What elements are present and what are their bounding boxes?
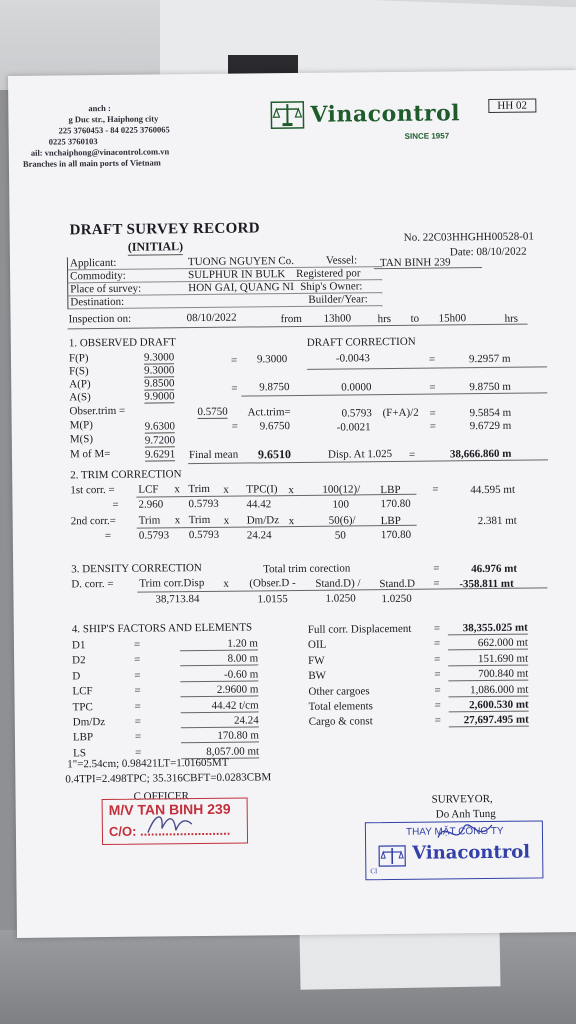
to-label: to — [410, 312, 420, 325]
builder-label: Builder/Year: — [308, 293, 368, 306]
section3-heading: 3. DENSITY CORRECTION — [71, 561, 202, 576]
equals-sign: = — [429, 420, 436, 433]
result-fa2: 9.5854 m — [469, 406, 512, 420]
second-corr-label: 2nd corr.= — [70, 514, 117, 528]
final-mean-value: 9.6510 — [257, 447, 292, 462]
equals-sign: = — [434, 653, 441, 666]
element-label: BW — [308, 669, 327, 683]
term-label: 50(6)/ — [328, 514, 356, 527]
document-number: No. 22C03HHGHH00528-01 — [403, 230, 534, 244]
element-value: 2,600.530 mt — [449, 699, 529, 713]
element-value: 27,697.495 mt — [449, 714, 529, 728]
fp-value: 9.3000 — [143, 351, 175, 364]
factor-value: 8,057.00 mt — [181, 745, 259, 759]
equals-sign: = — [134, 731, 142, 744]
factor-value: 44.42 t/cm — [181, 699, 259, 713]
branch-line: Branches in all main ports of Vietnam — [22, 157, 161, 169]
term-value: 170.80 — [380, 497, 411, 511]
operator: x — [223, 483, 229, 496]
operator: x — [174, 483, 180, 496]
operator: x — [288, 484, 294, 497]
vinacontrol-logo — [270, 99, 460, 129]
a-mean-value: 9.8750 — [259, 381, 290, 394]
obser-trim-label: Obser.trim = — [69, 404, 126, 418]
ship-stamp-name: M/V TAN BINH 239 — [108, 800, 231, 818]
term-label: 100(12)/ — [322, 483, 361, 496]
equals-sign: = — [230, 354, 238, 367]
equals-sign: = — [429, 407, 436, 420]
equals-sign: = — [135, 746, 142, 759]
term-label: TPC(I) — [246, 483, 278, 496]
result-a: 9.8750 m — [469, 380, 511, 394]
branch-line: 0225 3760103 — [48, 136, 98, 147]
mp-value: 9.6300 — [144, 420, 175, 433]
applicant-label: Applicant: — [69, 256, 117, 270]
inspection-label: Inspection on: — [68, 312, 132, 326]
officer-signature — [146, 808, 196, 839]
equals-sign: = — [104, 529, 112, 543]
element-label: Full corr. Displacement — [307, 622, 412, 636]
factor-value: 1.20 m — [180, 637, 258, 651]
equals-sign: = — [112, 498, 119, 511]
equals-sign: = — [434, 714, 442, 727]
section1-heading: 1. OBSERVED DRAFT — [68, 336, 176, 350]
operator: x — [223, 514, 230, 527]
m-of-m-value: 9.6291 — [144, 448, 176, 461]
surveyor-name: Do Anh Tung — [435, 807, 496, 821]
commodity-label: Commodity: — [70, 269, 126, 283]
equals-sign: = — [231, 420, 238, 433]
factor-label: LBP — [72, 731, 94, 744]
dc-f-value: -0.0043 — [335, 352, 370, 365]
branch-line: 225 3760453 - 84 0225 3760065 — [58, 124, 170, 136]
to-time: 15h00 — [438, 312, 467, 325]
from-label: from — [280, 312, 303, 326]
factor-label: TPC — [72, 700, 93, 713]
equals-sign: = — [231, 382, 238, 395]
formula-term: Trim corr.Disp — [139, 576, 205, 590]
m-mean-value: 9.6750 — [259, 420, 290, 433]
document-title: DRAFT SURVEY RECORD — [69, 220, 260, 239]
equals-sign: = — [428, 353, 436, 366]
from-time: 13h00 — [323, 312, 352, 325]
row-underline — [307, 366, 547, 370]
document-page — [8, 70, 576, 938]
element-value: 38,355.025 mt — [448, 622, 528, 636]
logo-text: Vinacontrol — [310, 100, 461, 128]
inspection-date: 08/10/2022 — [186, 311, 237, 325]
factor-value: 170.80 m — [181, 730, 259, 744]
ship-stamp-co: C/O: ......................... — [108, 822, 231, 839]
element-value: 151.690 mt — [448, 652, 528, 666]
document-subtitle: (INITIAL) — [127, 239, 184, 254]
company-stamp-logo: Vinacontrol — [412, 841, 531, 864]
info-table — [67, 254, 383, 309]
equals-sign: = — [133, 638, 141, 651]
formula-value: 1.0155 — [257, 593, 288, 606]
scales-icon — [378, 845, 406, 867]
officer-label: C.OFFICER — [133, 790, 189, 803]
company-stamp-small: CI — [370, 867, 378, 876]
total-trim-label: Total trim corection — [263, 562, 351, 576]
term-label: LBP — [380, 514, 401, 528]
equals-sign: = — [134, 669, 141, 682]
surveyor-signature — [436, 817, 496, 848]
element-value: 1,086.000 mt — [448, 683, 528, 697]
branch-line: anch : — [88, 102, 111, 114]
element-value: 700.840 mt — [448, 668, 528, 682]
applicant-value: TUONG NGUYEN Co. — [187, 255, 295, 269]
section4-heading: 4. SHIP'S FACTORS AND ELEMENTS — [71, 621, 253, 636]
formula-value: 38,713.84 — [155, 593, 200, 606]
surveyor-label: SURVEYOR, — [431, 792, 493, 806]
factor-value: 24.24 — [181, 714, 259, 728]
fp-label: F(P) — [68, 352, 89, 365]
factor-value: -0.60 m — [180, 668, 258, 682]
factor-label: D — [72, 670, 81, 683]
d-corr-label: D. corr. = — [71, 577, 114, 591]
dc-a-value: 0.0000 — [341, 381, 372, 394]
result-f: 9.2957 m — [468, 352, 511, 366]
first-corr-label: 1st corr. = — [70, 483, 115, 497]
section2-heading: 2. TRIM CORRECTION — [70, 468, 182, 482]
equals-sign: = — [434, 699, 441, 712]
total-trim-value: 46.976 mt — [471, 562, 518, 576]
element-label: Other cargoes — [308, 684, 370, 698]
factor-label: LCF — [72, 685, 93, 698]
term-value: 24.24 — [246, 529, 272, 542]
vessel-label: Vessel: — [325, 254, 358, 267]
operator: x — [223, 577, 229, 590]
vessel-value: TAN BINH 239 — [379, 256, 451, 270]
first-corr-result: 44.595 mt — [470, 483, 516, 497]
factor-label: D1 — [71, 639, 86, 652]
term-value: 170.80 — [380, 528, 412, 542]
info-row-destination — [68, 293, 382, 309]
term-label: LCF — [138, 483, 159, 496]
scales-icon — [270, 101, 304, 129]
operator: x — [288, 515, 295, 528]
term-value: 0.5793 — [188, 528, 220, 542]
as-label: A(S) — [69, 391, 91, 404]
mp-label: M(P) — [69, 419, 93, 432]
place-label: Place of survey: — [70, 282, 142, 296]
equals-sign: = — [408, 448, 416, 461]
place-value: HON GAI, QUANG NI — [188, 281, 295, 295]
formula-value: 1.0250 — [381, 592, 412, 606]
term-value: 2.960 — [138, 498, 164, 511]
term-value: 44.42 — [246, 498, 272, 511]
final-mean-label: Final mean — [188, 448, 239, 462]
form-code: HH 02 — [488, 98, 536, 112]
company-stamp-caption: THAY MẶT CÔNG TY — [405, 825, 504, 838]
factor-label: D2 — [72, 654, 86, 667]
vessel-underline — [374, 267, 482, 269]
m-of-m-label: M of M= — [69, 447, 111, 461]
equals-sign: = — [433, 562, 440, 575]
formula-term: (Obser.D - — [249, 577, 296, 590]
owner-label: Ship's Owner: — [300, 280, 363, 293]
equals-sign: = — [432, 483, 439, 496]
term-value: 50 — [334, 529, 346, 542]
factor-label: LS — [73, 747, 87, 760]
element-value: 662.000 mt — [448, 637, 528, 651]
destination-label: Destination: — [70, 295, 125, 309]
equals-sign: = — [134, 684, 141, 697]
act-trim-value: 0.5793 — [341, 407, 372, 420]
hrs-label: hrs — [504, 312, 519, 325]
hrs-label: hrs — [377, 313, 392, 326]
equals-sign: = — [134, 654, 141, 667]
term-value: 0.5793 — [188, 497, 219, 511]
equals-sign: = — [134, 715, 142, 728]
branch-address — [8, 102, 170, 170]
displacement-value: 38,666.860 m — [449, 447, 512, 461]
conversion-note-1: 1"=2.54cm; 0.98421LT=1.01605MT — [67, 756, 229, 771]
equals-sign: = — [134, 700, 141, 713]
dc-m-value: -0.0021 — [336, 421, 371, 434]
fs-value: 9.3000 — [144, 364, 175, 377]
background-sheet-bottom — [299, 926, 500, 989]
element-label: Total elements — [308, 700, 373, 713]
term-label: LBP — [380, 483, 401, 497]
equals-sign: = — [434, 668, 441, 681]
draft-correction-heading: DRAFT CORRECTION — [306, 335, 416, 349]
term-label: Trim — [188, 482, 211, 496]
f-mean-value: 9.3000 — [256, 353, 288, 366]
element-label: FW — [308, 654, 325, 667]
ap-label: A(P) — [69, 378, 91, 391]
formula-term: Stand.D) / — [315, 577, 361, 590]
commodity-value: SULPHUR IN BULK — [188, 268, 286, 282]
as-value: 9.9000 — [144, 390, 175, 403]
registered-label: Registered por — [296, 267, 361, 280]
branch-line: ail: vnchaiphong@vinacontrol.com.vn — [30, 146, 170, 158]
disp-label: Disp. At 1.025 — [327, 447, 393, 461]
term-label: Trim — [188, 513, 211, 527]
term-value: 0.5793 — [138, 529, 170, 542]
conversion-note-2: 0.4TPI=2.498TPC; 35.316CBFT=0.0283CBM — [65, 771, 272, 786]
ap-value: 9.8500 — [144, 377, 175, 390]
equals-sign: = — [433, 577, 440, 590]
factor-label: Dm/Dz — [72, 716, 106, 729]
d-corr-value: -358.811 mt — [459, 577, 514, 591]
term-value: 100 — [332, 498, 350, 511]
element-label: Cargo & const — [308, 715, 373, 729]
equals-sign: = — [433, 622, 441, 635]
second-corr-result: 2.381 mt — [477, 514, 517, 528]
factor-value: 8.00 m — [180, 653, 258, 667]
term-label: Trim — [138, 514, 161, 527]
equals-sign: = — [434, 684, 441, 697]
ms-value: 9.7200 — [144, 434, 176, 447]
logo-since: SINCE 1957 — [404, 131, 450, 141]
operator: x — [174, 514, 181, 527]
obser-trim-value: 0.5750 — [197, 405, 228, 419]
act-trim-label: Act.trim= — [247, 406, 291, 419]
formula-term: Stand.D — [379, 577, 416, 591]
fs-label: F(S) — [69, 365, 89, 378]
ms-label: M(S) — [69, 433, 94, 446]
equals-sign: = — [433, 637, 441, 650]
fa2-label: (F+A)/2 — [382, 406, 419, 420]
factor-value: 2.9600 m — [180, 684, 258, 698]
document-date: Date: 08/10/2022 — [449, 245, 527, 259]
element-label: OIL — [307, 639, 327, 652]
term-label: Dm/Dz — [246, 514, 280, 527]
result-m: 9.6729 m — [469, 419, 512, 433]
formula-value: 1.0250 — [325, 592, 356, 605]
equals-sign: = — [429, 381, 436, 394]
branch-line: g Duc str., Haiphong city — [68, 113, 159, 125]
